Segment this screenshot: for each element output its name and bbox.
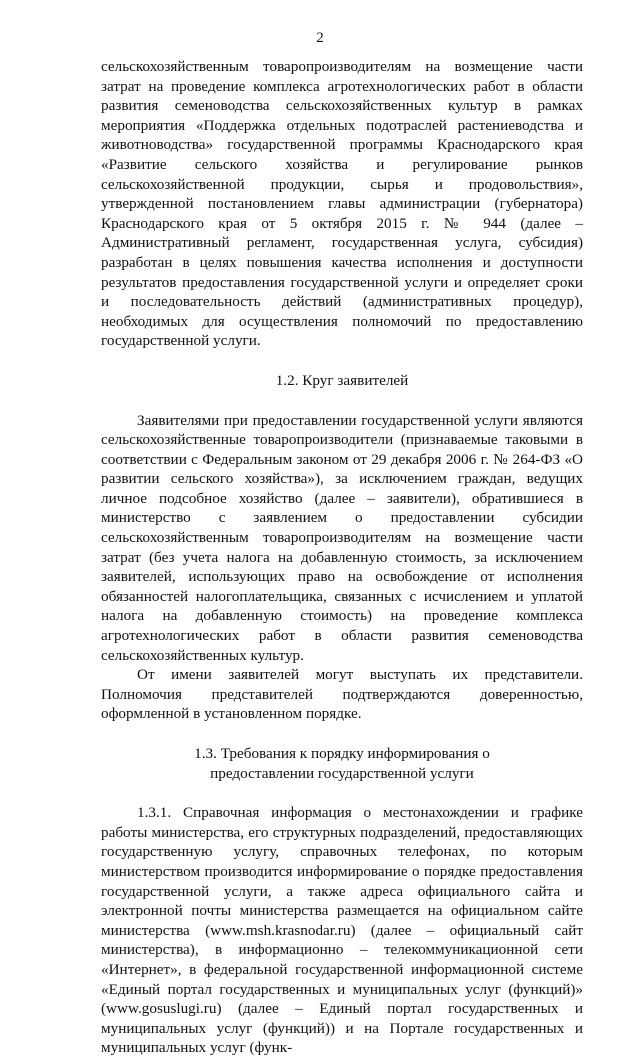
section-heading-1-3-line-1: 1.3. Требования к порядку информирования о	[194, 745, 490, 762]
section-heading-1-3	[101, 744, 583, 783]
info-paragraph-1-3-1: 1.3.1. Справочная информация о местонахождении и графике работы министерства, его структурных подразделений, предоставляющих государственную услугу, справочных телефонах, по которым министерством производится информирование о порядке предоставления государственной услуги, а также адреса официального сайта и электронной почты министерства размещается на официальном сайте министерства (www.msh.krasnodar.ru) (далее – официальный сайт министерства), в информационно – телекоммуникационной сети «Интернет», в федеральной государственной информационной системе «Единый портал государственных и муниципальных услуг (функций)» (www.gosuslugi.ru) (далее – Единый портал государственных и муниципальных услуг (функций)) и на Портале государственных и муниципальных услуг (функ-	[101, 804, 583, 1057]
section-heading-1-3-line-2: предоставлении государственной услуги	[210, 764, 474, 782]
applicants-paragraph-1: Заявителями при предоставлении государственной услуги являются сельскохозяйственные товаропроизводители (признаваемые таковыми в соответствии с Федеральным законом от 29 декабря 2006 г. № 264-ФЗ «О развитии сельского хозяйства»), за исключением граждан, ведущих личное подсобное хозяйство (далее – заявители), обратившиеся в министерство с заявлением о предоставлении субсидии сельскохозяйственным товаропроизводителям на возмещение части затрат (без учета налога на добавленную стоимость, за исключением заявителей, использующих право на освобождение от исполнения обязанностей налогоплательщика, связанных с исчислением и уплатой налога на добавленную стоимость) на проведение комплекса агротехнологических работ в области развития семеноводства сельскохозяйственных культур.	[101, 411, 583, 664]
intro-paragraph: сельскохозяйственным товаропроизводителям на возмещение части затрат на проведение комплекса агротехнологических работ в области развития семеноводства сельскохозяйственных культур в рамках мероприятия «Поддержка отдельных подотраслей растениеводства и животноводства» государственной программы Краснодарского края «Развитие сельского хозяйства и регулирование рынков сельскохозяйственной продукции, сырья и продовольствия», утвержденной постановлением главы администрации (губернатора) Краснодарского края от 5 октября 2015 г. № 944 (далее – Административный регламент, государственная услуга, субсидия) разработан в целях повышения качества исполнения и доступности результатов предоставления государственной услуги и определяет сроки и последовательность действий (административных процедур), необходимых для осуществления полномочий по предоставлению государственной услуги.	[101, 58, 583, 350]
applicants-paragraph-2: От имени заявителей могут выступать их представители. Полномочия представителей подтверждаются доверенностью, оформленной в установленном порядке.	[101, 666, 583, 723]
section-heading-1-2: 1.2. Круг заявителей	[275, 371, 409, 389]
page-number: 2	[316, 30, 324, 46]
document-body	[101, 57, 583, 1058]
